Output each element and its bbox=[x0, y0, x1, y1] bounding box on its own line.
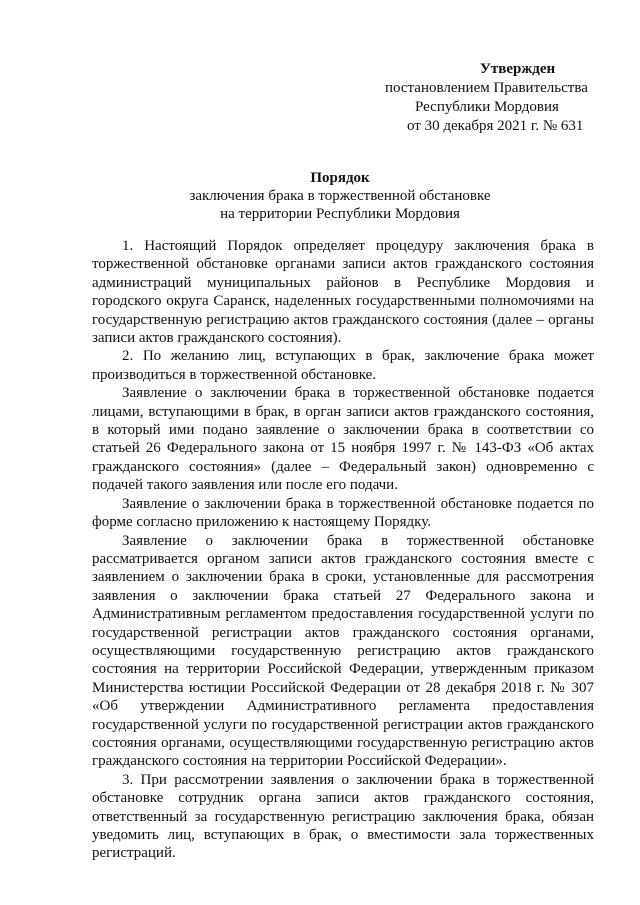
paragraph: 2. По желанию лиц, вступающих в брак, заключение брака может производиться в торжественной обстановке. bbox=[92, 348, 594, 383]
paragraph: Заявление о заключении брака в торжественной обстановке подается по форме согласно приложению к настоящему Порядку. bbox=[92, 495, 594, 531]
approval-line-decree: постановлением Правительства bbox=[385, 80, 588, 96]
approval-line-republic: Республики Мордовия bbox=[415, 99, 559, 115]
paragraph: Заявление о заключении брака в торжественной обстановке подается лицами, вступающими в брак, в орган записи актов гражданского состояния, в который ими подано заявление о заключении брака в соответствии со статьей 26 Федерального закона от 15 ноября 1997 г. № 143-ФЗ «Об актах гражданского состояния» (далее – Федеральный закон) одновременно с подачей такого заявления или после его подачи. bbox=[92, 385, 594, 494]
title-subtitle-2: на территории Республики Мордовия bbox=[220, 206, 460, 222]
title-subtitle-1: заключения брака в торжественной обстановке bbox=[189, 188, 491, 204]
approval-stamp bbox=[385, 60, 595, 136]
document-body bbox=[92, 237, 594, 863]
approval-title: Утвержден bbox=[479, 61, 556, 77]
approval-line-date: от 30 декабря 2021 г. № 631 bbox=[407, 118, 584, 134]
paragraph: Заявление о заключении брака в торжественной обстановке рассматривается органом записи актов гражданского состояния вместе с заявлением о заключении брака в сроки, установленные для рассмотрения заявления о заключении брака статьей 27 Федерального закона и Административным регламентом предоставления государственной услуги по государственной регистрации актов гражданского состояния органами, осуществляющими государственную регистрацию актов гражданского состояния на территории Российской Федерации, утвержденным приказом Министерства юстиции Российской Федерации от 28 декабря 2018 г. № 307 «Об утверждении Административного регламента предоставления государственной услуги по государственной регистрации актов гражданского состояния органами, осуществляющими государственную регистрацию актов гражданского состояния на территории Российской Федерации». bbox=[92, 532, 594, 770]
title-heading: Порядок bbox=[310, 170, 370, 186]
paragraph: 1. Настоящий Порядок определяет процедуру заключения брака в торжественной обстановке органами записи актов гражданского состояния администраций муниципальных районов в Республике Мордовия и городского округа Саранск, наделенных государственными полномочиями на государственную регистрацию актов гражданского состояния (далее – органы записи актов гражданского состояния). bbox=[92, 238, 594, 347]
document-title bbox=[90, 169, 590, 223]
paragraph: 3. При рассмотрении заявления о заключении брака в торжественной обстановке сотрудник органа записи актов гражданского состояния, ответственный за государственную регистрацию заключения брака, обязан уведомить лиц, вступающих в брак, о вместимости зала торжественных регистраций. bbox=[92, 771, 594, 862]
